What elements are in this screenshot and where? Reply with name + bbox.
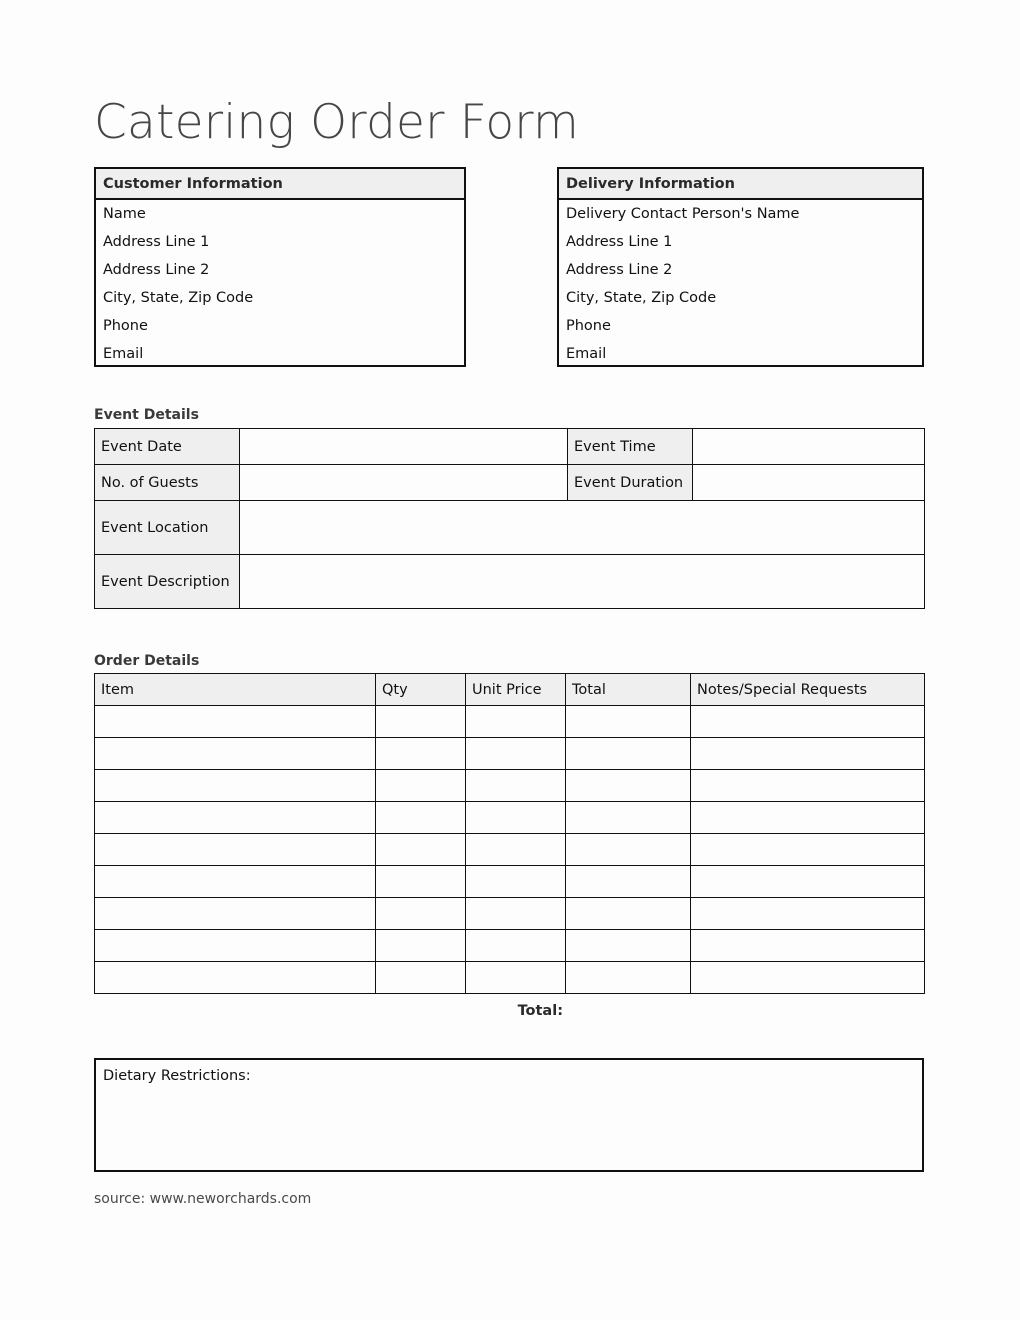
column-header-item: Item (95, 674, 376, 706)
cell-total[interactable] (566, 706, 691, 738)
event-details-row-date-time (95, 429, 925, 465)
cell-item[interactable] (95, 834, 376, 866)
cell-notes[interactable] (691, 770, 925, 802)
cell-qty[interactable] (376, 898, 466, 930)
cell-notes[interactable] (691, 802, 925, 834)
cell-total[interactable] (566, 898, 691, 930)
table-row (95, 834, 925, 866)
customer-field-address-line-1[interactable]: Address Line 1 (103, 234, 210, 250)
column-header-unit-price: Unit Price (466, 674, 566, 706)
cell-item[interactable] (95, 706, 376, 738)
event-details-row-description (95, 555, 925, 609)
delivery-field-phone[interactable]: Phone (566, 318, 611, 334)
delivery-field-contact-name[interactable]: Delivery Contact Person's Name (566, 206, 800, 222)
cell-item[interactable] (95, 770, 376, 802)
no-of-guests-label: No. of Guests (95, 465, 240, 501)
cell-unit-price[interactable] (466, 898, 566, 930)
cell-notes[interactable] (691, 898, 925, 930)
order-details-header-row (95, 674, 925, 706)
cell-total[interactable] (566, 962, 691, 994)
cell-total[interactable] (566, 802, 691, 834)
event-duration-label: Event Duration (568, 465, 693, 501)
order-details-section-label: Order Details (94, 653, 200, 669)
customer-information-fields (96, 200, 464, 368)
event-description-label: Event Description (95, 555, 240, 609)
column-header-qty: Qty (376, 674, 466, 706)
cell-notes[interactable] (691, 962, 925, 994)
cell-unit-price[interactable] (466, 866, 566, 898)
dietary-restrictions-label: Dietary Restrictions: (103, 1068, 251, 1084)
delivery-field-city-state-zip[interactable]: City, State, Zip Code (566, 290, 717, 306)
delivery-field-email[interactable]: Email (566, 346, 607, 362)
cell-unit-price[interactable] (466, 930, 566, 962)
table-row (95, 802, 925, 834)
event-details-row-location (95, 501, 925, 555)
order-total-label: Total: (517, 1003, 563, 1019)
cell-qty[interactable] (376, 930, 466, 962)
cell-qty[interactable] (376, 866, 466, 898)
customer-field-email[interactable]: Email (103, 346, 144, 362)
order-details-table (94, 673, 925, 994)
cell-unit-price[interactable] (466, 770, 566, 802)
column-header-total: Total (566, 674, 691, 706)
cell-total[interactable] (566, 770, 691, 802)
table-row (95, 962, 925, 994)
no-of-guests-input[interactable] (240, 465, 568, 501)
cell-unit-price[interactable] (466, 962, 566, 994)
cell-item[interactable] (95, 802, 376, 834)
delivery-information-header: Delivery Information (559, 169, 922, 200)
event-details-row-guests-duration (95, 465, 925, 501)
cell-qty[interactable] (376, 770, 466, 802)
cell-unit-price[interactable] (466, 706, 566, 738)
cell-qty[interactable] (376, 706, 466, 738)
event-time-label: Event Time (568, 429, 693, 465)
event-time-input[interactable] (693, 429, 925, 465)
delivery-field-address-line-1[interactable]: Address Line 1 (566, 234, 673, 250)
cell-item[interactable] (95, 962, 376, 994)
cell-unit-price[interactable] (466, 738, 566, 770)
event-description-input[interactable] (240, 555, 925, 609)
cell-notes[interactable] (691, 930, 925, 962)
dietary-restrictions-box[interactable] (94, 1058, 924, 1172)
cell-total[interactable] (566, 834, 691, 866)
cell-notes[interactable] (691, 834, 925, 866)
cell-qty[interactable] (376, 834, 466, 866)
cell-qty[interactable] (376, 962, 466, 994)
customer-field-address-line-2[interactable]: Address Line 2 (103, 262, 210, 278)
customer-information-box (94, 167, 466, 367)
page-title: Catering Order Form (94, 95, 579, 150)
table-row (95, 898, 925, 930)
cell-notes[interactable] (691, 866, 925, 898)
delivery-information-fields (559, 200, 922, 368)
event-details-section-label: Event Details (94, 407, 199, 423)
source-attribution: source: www.neworchards.com (94, 1191, 312, 1207)
cell-total[interactable] (566, 930, 691, 962)
cell-unit-price[interactable] (466, 802, 566, 834)
event-location-label: Event Location (95, 501, 240, 555)
event-duration-input[interactable] (693, 465, 925, 501)
cell-item[interactable] (95, 930, 376, 962)
cell-notes[interactable] (691, 738, 925, 770)
order-details-body (95, 706, 925, 994)
customer-field-phone[interactable]: Phone (103, 318, 148, 334)
event-date-input[interactable] (240, 429, 568, 465)
cell-qty[interactable] (376, 738, 466, 770)
delivery-information-box (557, 167, 924, 367)
customer-field-name[interactable]: Name (103, 206, 146, 222)
cell-item[interactable] (95, 866, 376, 898)
cell-total[interactable] (566, 738, 691, 770)
cell-unit-price[interactable] (466, 834, 566, 866)
table-row (95, 706, 925, 738)
cell-item[interactable] (95, 898, 376, 930)
table-row (95, 738, 925, 770)
event-date-label: Event Date (95, 429, 240, 465)
table-row (95, 866, 925, 898)
cell-qty[interactable] (376, 802, 466, 834)
event-details-table (94, 428, 925, 609)
table-row (95, 930, 925, 962)
cell-item[interactable] (95, 738, 376, 770)
customer-information-header: Customer Information (96, 169, 464, 200)
customer-field-city-state-zip[interactable]: City, State, Zip Code (103, 290, 254, 306)
cell-notes[interactable] (691, 706, 925, 738)
delivery-field-address-line-2[interactable]: Address Line 2 (566, 262, 673, 278)
table-row (95, 770, 925, 802)
column-header-notes: Notes/Special Requests (691, 674, 925, 706)
event-location-input[interactable] (240, 501, 925, 555)
cell-total[interactable] (566, 866, 691, 898)
